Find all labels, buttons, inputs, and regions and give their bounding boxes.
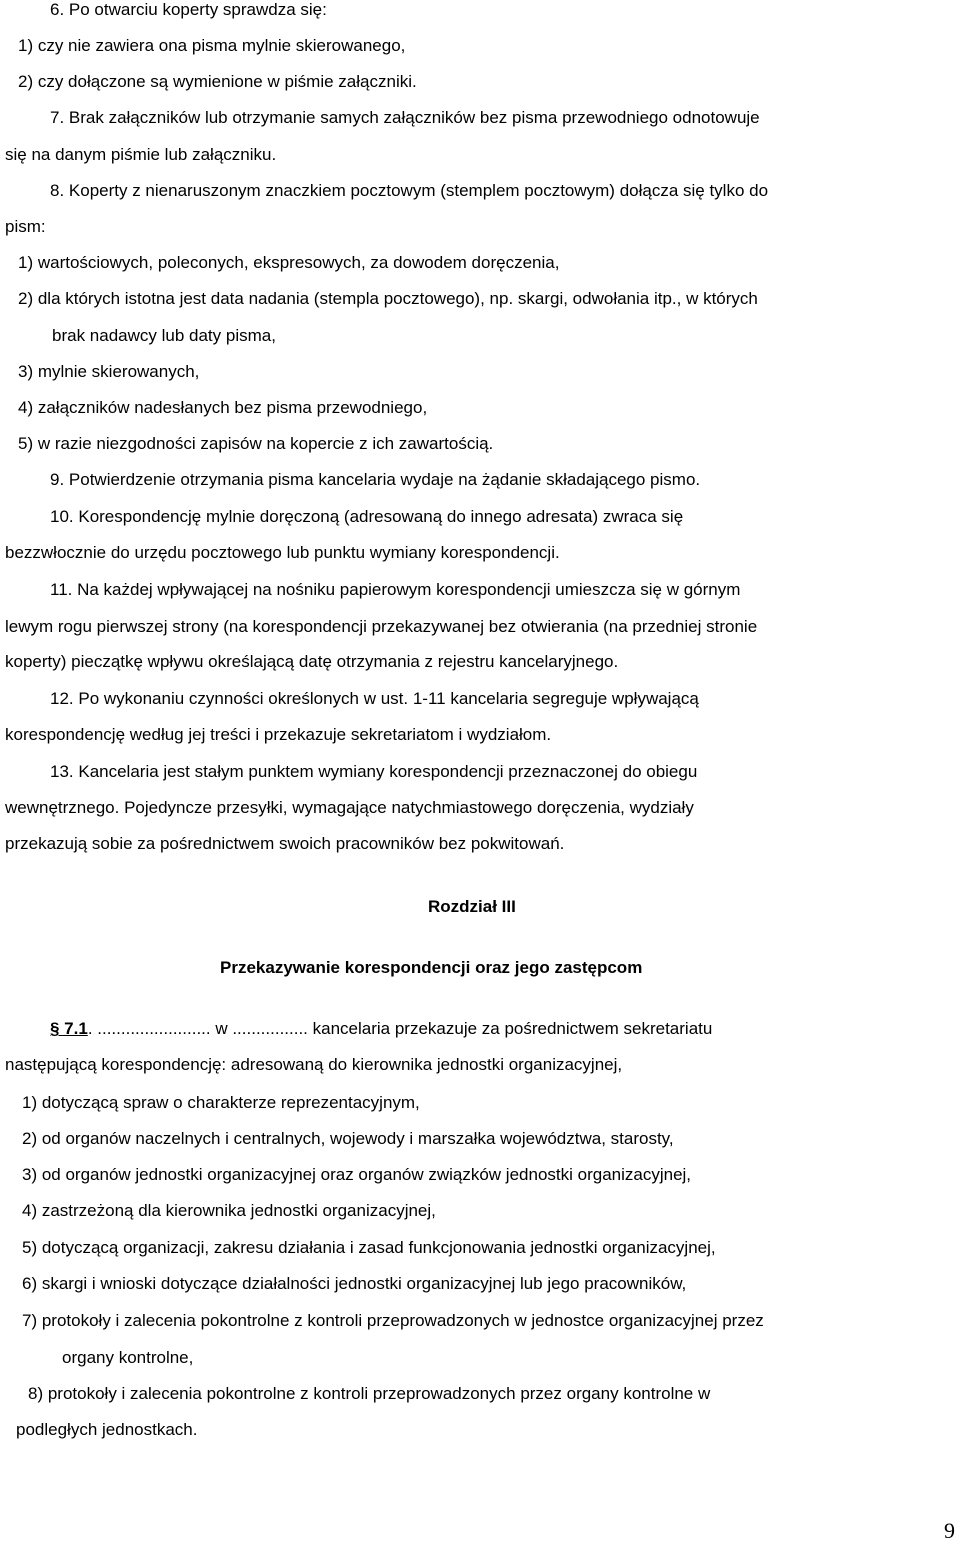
- point-11-line-3: koperty) pieczątkę wpływu określającą datę otrzymania z rejestru kancelaryjnego.: [5, 652, 619, 671]
- section-7-number: § 7.1: [50, 1019, 88, 1038]
- section-7-item-2: 2) od organów naczelnych i centralnych, wojewody i marszałka województwa, starosty,: [22, 1129, 674, 1148]
- point-6-item-2: 2) czy dołączone są wymienione w piśmie załączniki.: [18, 72, 417, 91]
- point-10-line-2: bezzwłocznie do urzędu pocztowego lub punktu wymiany korespondencji.: [5, 543, 560, 562]
- point-12-line-2: korespondencję według jej treści i przekazuje sekretariatom i wydziałom.: [5, 725, 552, 744]
- section-7-item-8: 8) protokoły i zalecenia pokontrolne z kontroli przeprowadzonych przez organy kontrolne w: [28, 1384, 711, 1403]
- point-12-line-1: 12. Po wykonaniu czynności określonych w ust. 1-11 kancelaria segreguje wpływającą: [50, 689, 699, 708]
- section-7-item-7: 7) protokoły i zalecenia pokontrolne z kontroli przeprowadzonych w jednostce organizacyjnej przez: [22, 1311, 764, 1330]
- point-8-item-3: 3) mylnie skierowanych,: [18, 362, 200, 381]
- point-7-line-2: się na danym piśmie lub załączniku.: [5, 145, 277, 164]
- section-7-item-7-cont: organy kontrolne,: [62, 1348, 194, 1367]
- section-7-item-3: 3) od organów jednostki organizacyjnej oraz organów związków jednostki organizacyjnej,: [22, 1165, 692, 1184]
- point-13-line-2: wewnętrznego. Pojedyncze przesyłki, wymagające natychmiastowego doręczenia, wydziały: [5, 798, 694, 817]
- section-7-item-6: 6) skargi i wnioski dotyczące działalności jednostki organizacyjnej lub jego pracowników,: [22, 1274, 687, 1293]
- point-6-heading: 6. Po otwarciu koperty sprawdza się:: [50, 0, 327, 19]
- section-7-line-1: [50, 1019, 712, 1039]
- point-11-line-1: 11. Na każdej wpływającej na nośniku papierowym korespondencji umieszcza się w górnym: [50, 580, 741, 599]
- section-7-item-4: 4) zastrzeżoną dla kierownika jednostki organizacyjnej,: [22, 1201, 436, 1220]
- point-13-line-3: przekazują sobie za pośrednictwem swoich pracowników bez pokwitowań.: [5, 834, 565, 853]
- section-7-item-8-cont: podległych jednostkach.: [16, 1420, 198, 1439]
- chapter-title: Przekazywanie korespondencji oraz jego zastępcom: [220, 958, 643, 977]
- point-13-line-1: 13. Kancelaria jest stałym punktem wymiany korespondencji przeznaczonej do obiegu: [50, 762, 698, 781]
- point-8-item-2-cont: brak nadawcy lub daty pisma,: [52, 326, 276, 345]
- point-11-line-2: lewym rogu pierwszej strony (na korespondencji przekazywanej bez otwierania (na przedniej stronie: [5, 617, 758, 636]
- section-7-item-5: 5) dotyczącą organizacji, zakresu działania i zasad funkcjonowania jednostki organizacyjnej,: [22, 1238, 716, 1257]
- point-7-line-1: 7. Brak załączników lub otrzymanie samych załączników bez pisma przewodniego odnotowuje: [50, 108, 760, 127]
- section-7-line-2: następującą korespondencję: adresowaną do kierownika jednostki organizacyjnej,: [5, 1055, 623, 1074]
- point-6-item-1: 1) czy nie zawiera ona pisma mylnie skierowanego,: [18, 36, 406, 55]
- point-8-line-2: pism:: [5, 217, 46, 236]
- section-7-line-1-text: . ........................ w ................ kancelaria przekazuje za pośrednictwem sekretariatu: [87, 1019, 713, 1038]
- point-9: 9. Potwierdzenie otrzymania pisma kancelaria wydaje na żądanie składającego pismo.: [50, 470, 701, 489]
- point-8-item-5: 5) w razie niezgodności zapisów na kopercie z ich zawartością.: [18, 434, 494, 453]
- section-7-item-1: 1) dotyczącą spraw o charakterze reprezentacyjnym,: [22, 1093, 420, 1112]
- chapter-heading: Rozdział III: [428, 897, 516, 916]
- point-8-item-4: 4) załączników nadesłanych bez pisma przewodniego,: [18, 398, 428, 417]
- page-number: 9: [944, 1518, 955, 1543]
- point-8-item-1: 1) wartościowych, poleconych, ekspresowych, za dowodem doręczenia,: [18, 253, 560, 272]
- point-8-item-2: 2) dla których istotna jest data nadania (stempla pocztowego), np. skargi, odwołania itp., w których: [18, 289, 758, 308]
- point-10-line-1: 10. Korespondencję mylnie doręczoną (adresowaną do innego adresata) zwraca się: [50, 507, 684, 526]
- point-8-line-1: 8. Koperty z nienaruszonym znaczkiem pocztowym (stemplem pocztowym) dołącza się tylko do: [50, 181, 769, 200]
